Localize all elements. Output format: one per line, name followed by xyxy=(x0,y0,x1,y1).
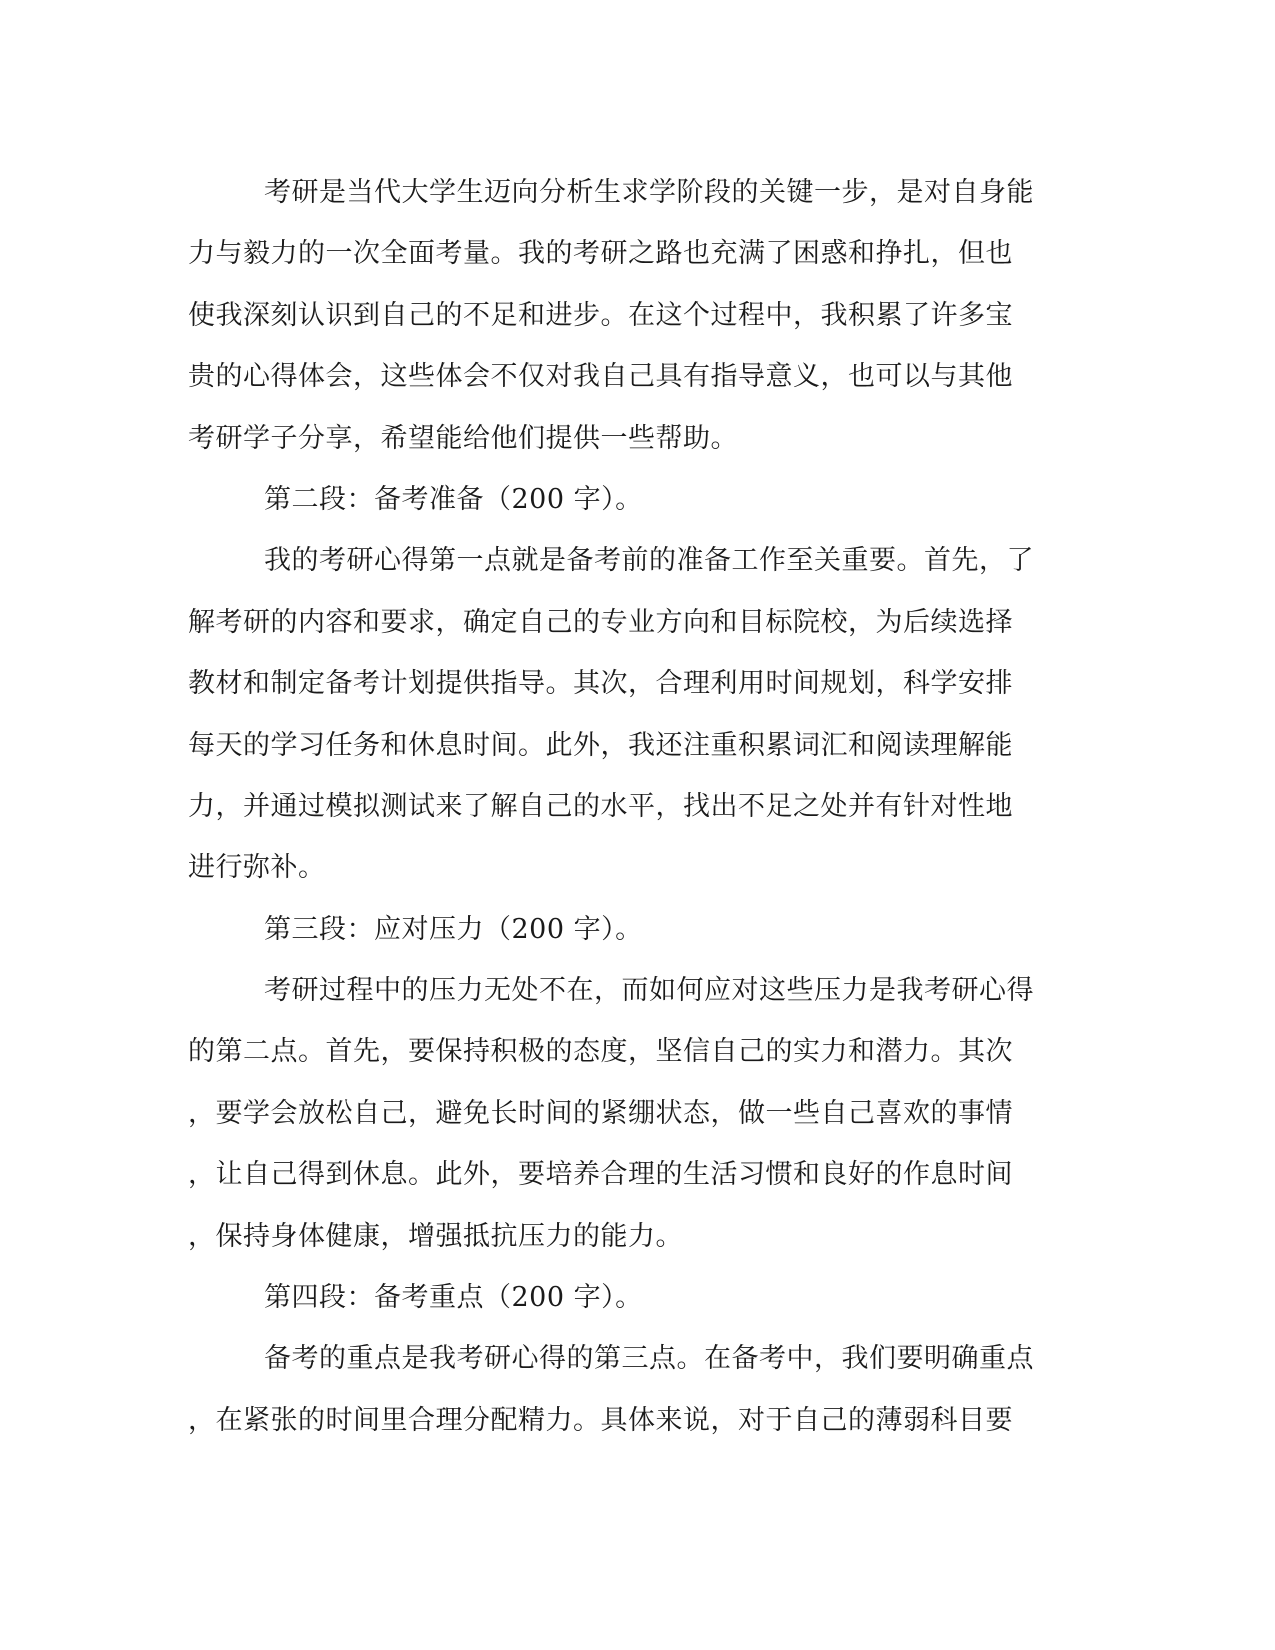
section-heading-2: 第二段：备考准备（200 字）。 xyxy=(264,483,643,515)
document-body xyxy=(188,162,1068,1451)
paragraph-3-line-5: ，保持身体健康，增强抵抗压力的能力。 xyxy=(188,1220,683,1252)
section-heading-3: 第三段：应对压力（200 字）。 xyxy=(264,913,643,945)
paragraph-1-line-1: 考研是当代大学生迈向分析生求学阶段的关键一步，是对自身能 xyxy=(264,177,1034,208)
section-heading-4: 第四段：备考重点（200 字）。 xyxy=(264,1282,643,1314)
paragraph-2-line-1: 我的考研心得第一点就是备考前的准备工作至关重要。首先，了 xyxy=(264,545,1034,577)
paragraph-1-line-2: 力与毅力的一次全面考量。我的考研之路也充满了困惑和挣扎，但也 xyxy=(188,238,1013,270)
paragraph-2-line-6: 进行弥补。 xyxy=(188,852,326,884)
paragraph-4-line-2: ，在紧张的时间里合理分配精力。具体来说，对于自己的薄弱科目要 xyxy=(188,1404,1013,1436)
paragraph-2-line-2: 解考研的内容和要求，确定自己的专业方向和目标院校，为后续选择 xyxy=(188,606,1013,638)
paragraph-4-line-1: 备考的重点是我考研心得的第三点。在备考中，我们要明确重点 xyxy=(264,1343,1034,1375)
paragraph-1-line-3: 使我深刻认识到自己的不足和进步。在这个过程中，我积累了许多宝 xyxy=(188,299,1013,331)
paragraph-2-line-4: 每天的学习任务和休息时间。此外，我还注重积累词汇和阅读理解能 xyxy=(188,729,1013,761)
paragraph-3-line-4: ，让自己得到休息。此外，要培养合理的生活习惯和良好的作息时间 xyxy=(188,1159,1013,1191)
paragraph-3-line-2: 的第二点。首先，要保持积极的态度，坚信自己的实力和潜力。其次 xyxy=(188,1036,1013,1068)
paragraph-2-line-3: 教材和制定备考计划提供指导。其次，合理利用时间规划，科学安排 xyxy=(188,668,1013,700)
paragraph-3-line-3: ，要学会放松自己，避免长时间的紧绷状态，做一些自己喜欢的事情 xyxy=(188,1097,1013,1129)
paragraph-1-line-5: 考研学子分享，希望能给他们提供一些帮助。 xyxy=(188,422,738,454)
paragraph-1-line-4: 贵的心得体会，这些体会不仅对我自己具有指导意义，也可以与其他 xyxy=(188,361,1013,393)
paragraph-3-line-1: 考研过程中的压力无处不在，而如何应对这些压力是我考研心得 xyxy=(264,975,1034,1007)
paragraph-2-line-5: 力，并通过模拟测试来了解自己的水平，找出不足之处并有针对性地 xyxy=(188,790,1013,822)
